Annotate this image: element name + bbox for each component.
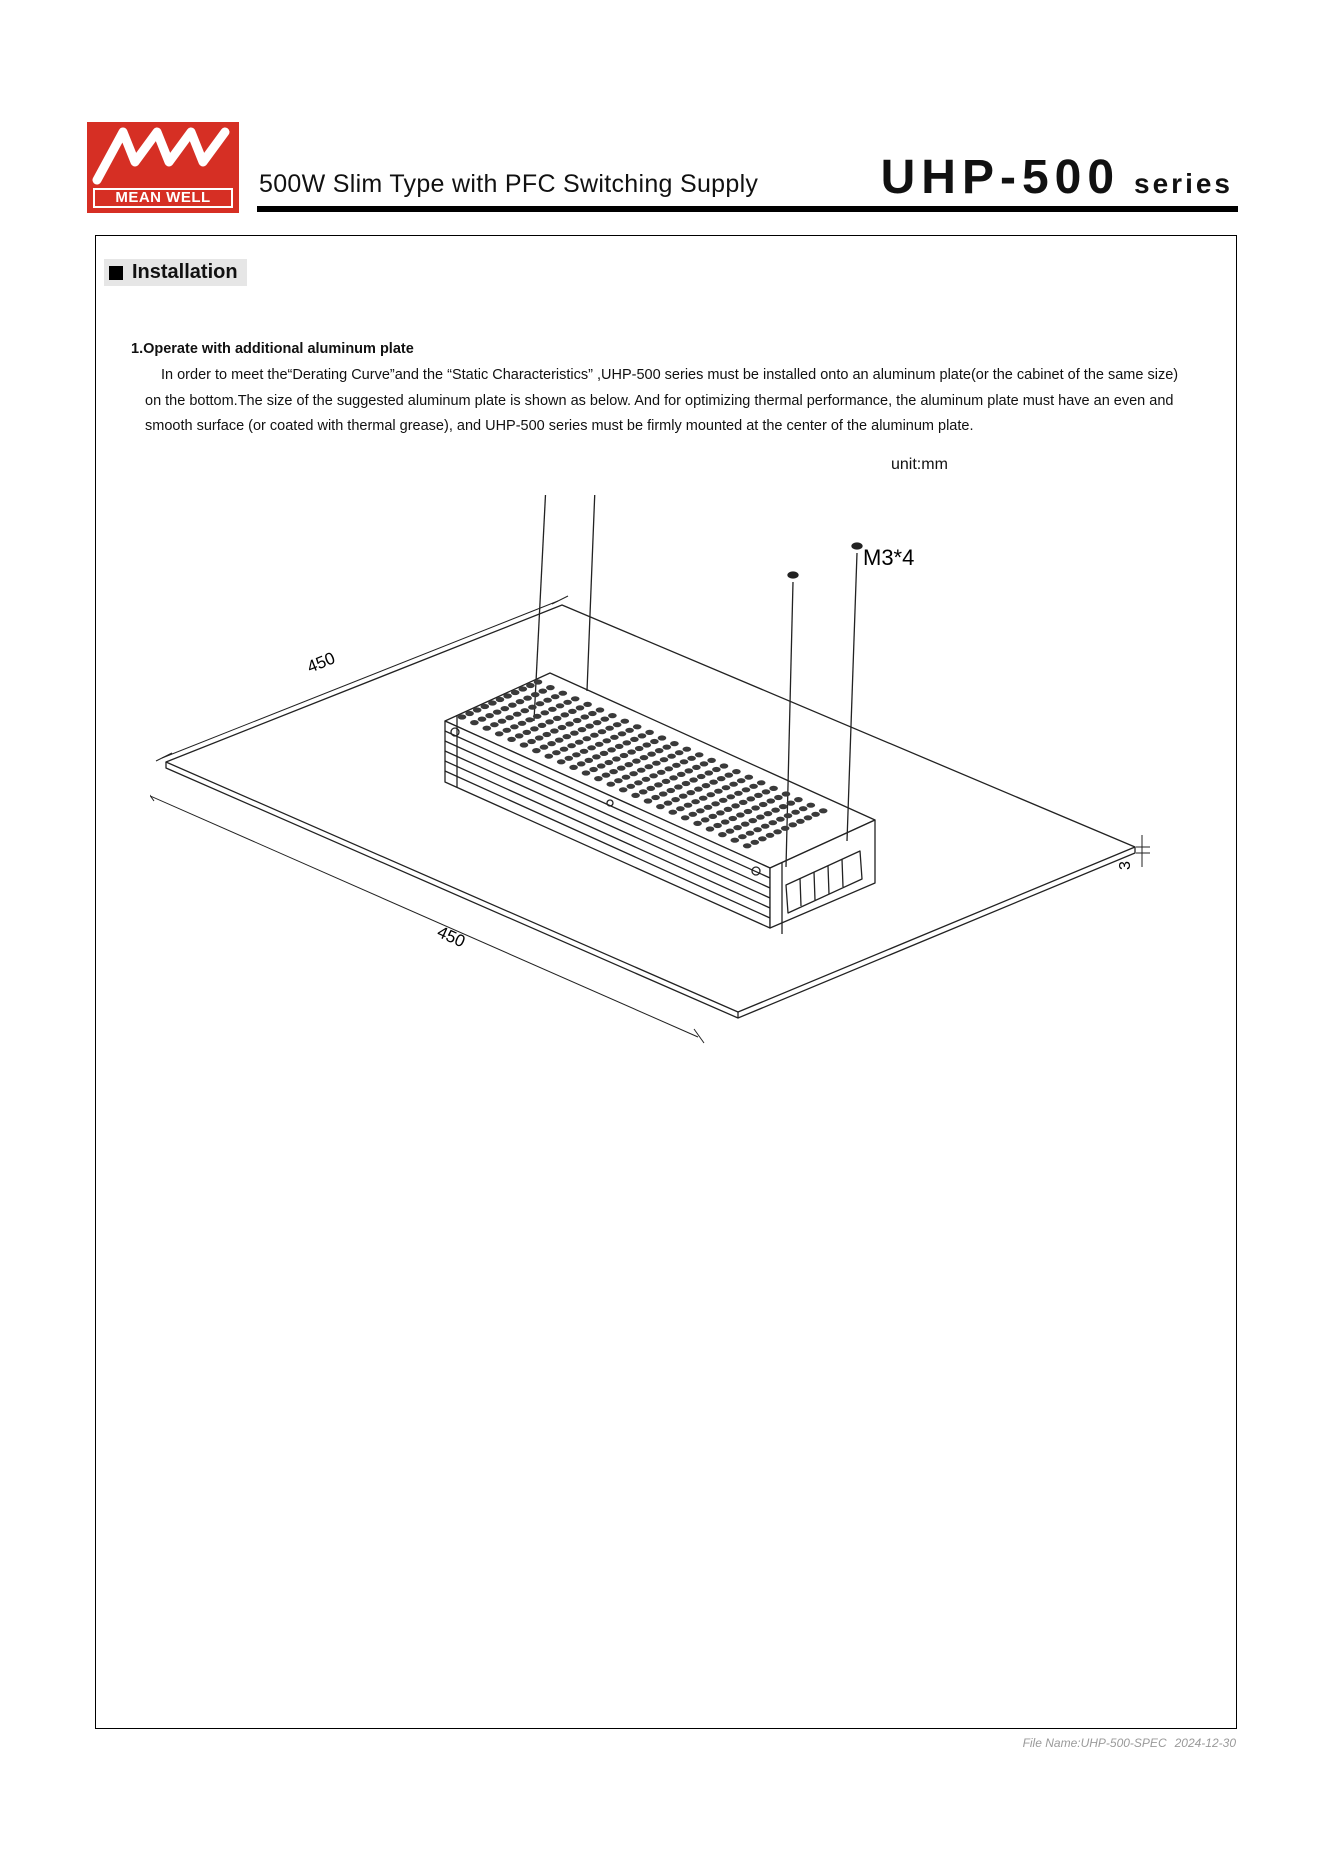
vent-hole — [505, 715, 514, 720]
vent-hole — [804, 815, 813, 820]
vent-hole — [656, 804, 665, 809]
vent-hole — [747, 796, 756, 801]
vent-hole — [533, 714, 542, 719]
vent-hole — [580, 749, 589, 754]
vent-hole — [567, 743, 576, 748]
vent-hole — [481, 704, 490, 709]
vent-hole — [764, 811, 773, 816]
vent-hole — [635, 746, 644, 751]
vent-hole — [771, 808, 780, 813]
vent-hole — [670, 741, 679, 746]
vent-hole — [642, 777, 651, 782]
vent-hole — [627, 784, 636, 789]
vent-hole — [483, 726, 492, 731]
vent-hole — [655, 748, 664, 753]
vent-hole — [496, 697, 505, 702]
vent-hole — [645, 764, 654, 769]
vent-hole — [627, 749, 636, 754]
vent-hole — [612, 756, 621, 761]
vent-hole — [701, 817, 710, 822]
step-description — [145, 363, 1225, 440]
vent-hole — [523, 696, 532, 701]
vent-hole — [756, 815, 765, 820]
model-number: UHP-500 — [880, 151, 1121, 204]
vent-hole — [498, 719, 507, 724]
vent-hole — [585, 724, 594, 729]
vent-hole — [543, 698, 552, 703]
vent-hole — [607, 747, 616, 752]
vent-hole — [513, 712, 522, 717]
vent-hole — [725, 773, 734, 778]
vent-hole — [819, 808, 828, 813]
step-title: 1.Operate with additional aluminum plate — [131, 341, 414, 357]
vent-hole — [713, 823, 722, 828]
vent-hole — [671, 797, 680, 802]
vent-hole — [465, 711, 474, 716]
vent-hole — [501, 706, 510, 711]
vent-hole — [685, 768, 694, 773]
vent-hole — [605, 726, 614, 731]
vent-hole — [556, 703, 565, 708]
vent-hole — [541, 710, 550, 715]
vent-hole — [761, 824, 770, 829]
vent-hole — [563, 700, 572, 705]
vent-hole — [603, 738, 612, 743]
vent-hole — [707, 758, 716, 763]
vent-hole — [697, 774, 706, 779]
product-subtitle: 500W Slim Type with PFC Switching Supply — [259, 170, 759, 198]
vent-hole — [602, 773, 611, 778]
vent-hole — [608, 713, 617, 718]
dim-width-label: 450 — [304, 648, 338, 677]
vent-hole — [746, 831, 755, 836]
vent-hole — [530, 726, 539, 731]
vent-hole — [470, 720, 479, 725]
vent-hole — [791, 810, 800, 815]
vent-hole — [629, 771, 638, 776]
vent-hole — [508, 703, 517, 708]
bullet-square-icon — [109, 266, 123, 280]
vent-hole — [693, 821, 702, 826]
vent-hole — [548, 707, 557, 712]
mw-logo-icon — [87, 122, 239, 188]
vent-hole — [515, 733, 524, 738]
description-line: smooth surface (or coated with thermal grease), and UHP-500 series must be firmly mounted at the center of the aluminum plate. — [145, 418, 974, 434]
vent-hole — [773, 829, 782, 834]
dim-thickness-line — [1136, 835, 1150, 867]
vent-hole — [716, 810, 725, 815]
vent-hole — [588, 711, 597, 716]
vent-hole — [789, 822, 798, 827]
vent-hole — [572, 752, 581, 757]
vent-hole — [589, 767, 598, 772]
vent-hole — [547, 741, 556, 746]
vent-hole — [532, 748, 541, 753]
vent-hole — [595, 742, 604, 747]
vent-hole — [779, 804, 788, 809]
mean-well-logo — [87, 122, 239, 213]
vent-hole — [784, 813, 793, 818]
vent-hole — [516, 699, 525, 704]
vent-hole — [759, 802, 768, 807]
vent-hole — [687, 756, 696, 761]
vent-hole — [647, 752, 656, 757]
vent-hole — [615, 744, 624, 749]
vent-hole — [583, 736, 592, 741]
vent-hole — [546, 685, 555, 690]
vent-hole — [565, 721, 574, 726]
vent-hole — [511, 690, 520, 695]
vent-hole — [527, 739, 536, 744]
vent-hole — [551, 694, 560, 699]
vent-hole — [625, 728, 634, 733]
logo-text: MEAN WELL — [93, 188, 233, 208]
vent-hole — [731, 838, 740, 843]
vent-hole — [733, 825, 742, 830]
vent-hole — [610, 735, 619, 740]
vent-hole — [738, 834, 747, 839]
vent-hole — [758, 836, 767, 841]
vent-hole — [651, 795, 660, 800]
vent-hole — [645, 730, 654, 735]
vent-hole — [749, 784, 758, 789]
vent-hole — [631, 793, 640, 798]
vent-hole — [601, 717, 610, 722]
vent-hole — [630, 737, 639, 742]
vent-hole — [720, 763, 729, 768]
vent-hole — [587, 745, 596, 750]
vent-hole — [570, 731, 579, 736]
file-name: File Name:UHP-500-SPEC — [1022, 1736, 1167, 1750]
vent-hole — [664, 801, 673, 806]
vent-hole — [751, 840, 760, 845]
vent-hole — [609, 769, 618, 774]
vent-hole — [769, 786, 778, 791]
vent-hole — [669, 810, 678, 815]
vent-hole — [561, 712, 570, 717]
vent-hole — [605, 760, 614, 765]
description-line: In order to meet the“Derating Curve”and the “Static Characteristics” ,UHP-500 series must be installed onto an aluminum plate(or the cabinet of the same size) — [161, 367, 1179, 383]
vent-hole — [665, 766, 674, 771]
vent-hole — [593, 720, 602, 725]
vent-hole — [781, 826, 790, 831]
vent-hole — [754, 793, 763, 798]
vent-hole — [569, 765, 578, 770]
vent-hole — [709, 780, 718, 785]
vent-hole — [597, 763, 606, 768]
vent-hole — [667, 754, 676, 759]
vent-hole — [540, 745, 549, 750]
vent-hole — [707, 792, 716, 797]
vent-hole — [550, 728, 559, 733]
screw-label: M3*4 — [863, 545, 915, 570]
vent-hole — [745, 775, 754, 780]
vent-hole — [458, 714, 467, 719]
file-date: 2024-12-30 — [1174, 1736, 1236, 1750]
vent-hole — [623, 740, 632, 745]
vent-hole — [658, 735, 667, 740]
vent-hole — [521, 708, 530, 713]
vent-hole — [640, 755, 649, 760]
vent-hole — [553, 716, 562, 721]
vent-hole — [559, 691, 568, 696]
vent-hole — [679, 794, 688, 799]
vent-hole — [674, 784, 683, 789]
vent-hole — [535, 735, 544, 740]
vent-hole — [811, 812, 820, 817]
vent-hole — [696, 808, 705, 813]
vent-hole — [473, 707, 482, 712]
vent-hole — [744, 809, 753, 814]
vent-hole — [555, 738, 564, 743]
vent-hole — [577, 761, 586, 766]
vent-hole — [620, 753, 629, 758]
vent-hole — [726, 829, 735, 834]
dim-thickness-label: 3 — [1117, 861, 1134, 870]
vent-hole — [613, 722, 622, 727]
vent-hole — [531, 692, 540, 697]
vent-hole — [700, 761, 709, 766]
vent-hole — [683, 747, 692, 752]
vent-hole — [751, 805, 760, 810]
vent-hole — [794, 797, 803, 802]
vent-hole — [633, 724, 642, 729]
vent-hole — [583, 702, 592, 707]
installation-drawing — [150, 495, 1150, 1065]
vent-hole — [732, 769, 741, 774]
vent-hole — [663, 745, 672, 750]
vent-hole — [625, 762, 634, 767]
vent-hole — [731, 803, 740, 808]
section-title: Installation — [132, 261, 238, 283]
vent-hole — [724, 807, 733, 812]
vent-hole — [799, 806, 808, 811]
vent-hole — [647, 786, 656, 791]
vent-hole — [538, 723, 547, 728]
vent-hole — [594, 776, 603, 781]
vent-hole — [590, 733, 599, 738]
vent-hole — [719, 798, 728, 803]
vent-hole — [598, 729, 607, 734]
vent-hole — [769, 820, 778, 825]
vent-hole — [650, 739, 659, 744]
vent-hole — [677, 772, 686, 777]
vent-hole — [706, 826, 715, 831]
vent-hole — [722, 785, 731, 790]
vent-hole — [687, 790, 696, 795]
model-title — [881, 150, 1233, 205]
vent-hole — [510, 724, 519, 729]
vent-hole — [632, 759, 641, 764]
vent-hole — [592, 754, 601, 759]
vent-hole — [575, 740, 584, 745]
vent-hole — [545, 719, 554, 724]
vent-hole — [729, 782, 738, 787]
vent-hole — [684, 803, 693, 808]
vent-hole — [662, 779, 671, 784]
vent-hole — [503, 728, 512, 733]
vent-hole — [643, 742, 652, 747]
vent-hole — [714, 789, 723, 794]
vent-hole — [652, 761, 661, 766]
vent-hole — [695, 752, 704, 757]
vent-hole — [518, 721, 527, 726]
unit-label: unit:mm — [891, 456, 948, 473]
vent-hole — [689, 777, 698, 782]
vent-hole — [576, 705, 585, 710]
vent-hole — [581, 714, 590, 719]
vent-hole — [709, 814, 718, 819]
vent-hole — [692, 765, 701, 770]
vent-hole — [596, 707, 605, 712]
vent-hole — [557, 759, 566, 764]
vent-hole — [573, 718, 582, 723]
dim-depth-label: 450 — [434, 922, 469, 952]
vent-hole — [774, 795, 783, 800]
vent-hole — [621, 719, 630, 724]
vent-hole — [571, 696, 580, 701]
vent-hole — [729, 816, 738, 821]
vent-hole — [654, 782, 663, 787]
vent-hole — [757, 780, 766, 785]
vent-hole — [495, 731, 504, 736]
vent-hole — [659, 791, 668, 796]
vent-hole — [667, 788, 676, 793]
vent-hole — [582, 770, 591, 775]
vent-hole — [753, 827, 762, 832]
vent-hole — [565, 756, 574, 761]
vent-hole — [523, 730, 532, 735]
vent-hole — [634, 780, 643, 785]
vent-hole — [721, 819, 730, 824]
vent-hole — [717, 776, 726, 781]
vent-hole — [578, 727, 587, 732]
model-suffix: series — [1134, 168, 1233, 199]
vent-hole — [536, 701, 545, 706]
section-heading — [104, 259, 247, 286]
vent-hole — [704, 805, 713, 810]
vent-hole — [737, 778, 746, 783]
vent-hole — [644, 798, 653, 803]
vent-hole — [699, 796, 708, 801]
vent-hole — [622, 775, 631, 780]
vent-hole — [766, 833, 775, 838]
vent-hole — [749, 818, 758, 823]
vent-hole — [534, 679, 543, 684]
vent-hole — [694, 787, 703, 792]
vent-hole — [526, 683, 535, 688]
vent-hole — [691, 799, 700, 804]
vent-hole — [742, 787, 751, 792]
vent-hole — [711, 801, 720, 806]
vent-hole — [681, 815, 690, 820]
vent-hole — [507, 737, 516, 742]
vent-hole — [705, 770, 714, 775]
footer — [1015, 1736, 1236, 1750]
vent-hole — [796, 819, 805, 824]
vent-hole — [669, 775, 678, 780]
vent-hole — [702, 783, 711, 788]
vent-hole — [552, 750, 561, 755]
vent-hole — [807, 803, 816, 808]
vent-hole — [637, 768, 646, 773]
vent-hole — [560, 747, 569, 752]
vent-hole — [545, 754, 554, 759]
vent-hole — [519, 686, 528, 691]
vent-hole — [676, 806, 685, 811]
vent-hole — [607, 782, 616, 787]
vent-hole — [736, 812, 745, 817]
vent-hole — [478, 717, 487, 722]
vent-hole — [680, 759, 689, 764]
vent-hole — [639, 789, 648, 794]
vent-hole — [734, 791, 743, 796]
vent-hole — [520, 742, 529, 747]
vent-hole — [568, 709, 577, 714]
vent-hole — [618, 731, 627, 736]
vent-hole — [600, 751, 609, 756]
vent-hole — [739, 800, 748, 805]
vent-hole — [743, 843, 752, 848]
vent-hole — [672, 763, 681, 768]
vent-hole — [767, 798, 776, 803]
vent-hole — [787, 801, 796, 806]
vent-hole — [638, 733, 647, 738]
vent-hole — [493, 710, 502, 715]
header-rule — [257, 206, 1238, 212]
vent-hole — [490, 722, 499, 727]
vent-hole — [660, 757, 669, 762]
vent-hole — [558, 725, 567, 730]
vent-hole — [675, 750, 684, 755]
vent-hole — [649, 773, 658, 778]
vent-hole — [712, 767, 721, 772]
vent-hole — [619, 787, 628, 792]
vent-hole — [682, 781, 691, 786]
vent-hole — [539, 689, 548, 694]
vent-hole — [525, 717, 534, 722]
description-line: on the bottom.The size of the suggested aluminum plate is shown as below. And for optimizing thermal performance, the aluminum plate must have an even and — [145, 392, 1174, 409]
vent-hole — [488, 700, 497, 705]
vent-hole — [485, 713, 494, 718]
vent-hole — [585, 758, 594, 763]
vent-hole — [528, 705, 537, 710]
vent-hole — [782, 791, 791, 796]
vent-hole — [617, 766, 626, 771]
vent-hole — [614, 778, 623, 783]
vent-hole — [563, 734, 572, 739]
vent-hole — [689, 812, 698, 817]
vent-hole — [776, 817, 785, 822]
vent-hole — [727, 794, 736, 799]
vent-hole — [762, 789, 771, 794]
vent-hole — [718, 832, 727, 837]
vent-hole — [503, 693, 512, 698]
vent-hole — [741, 822, 750, 827]
vent-hole — [543, 732, 552, 737]
vent-hole — [657, 770, 666, 775]
